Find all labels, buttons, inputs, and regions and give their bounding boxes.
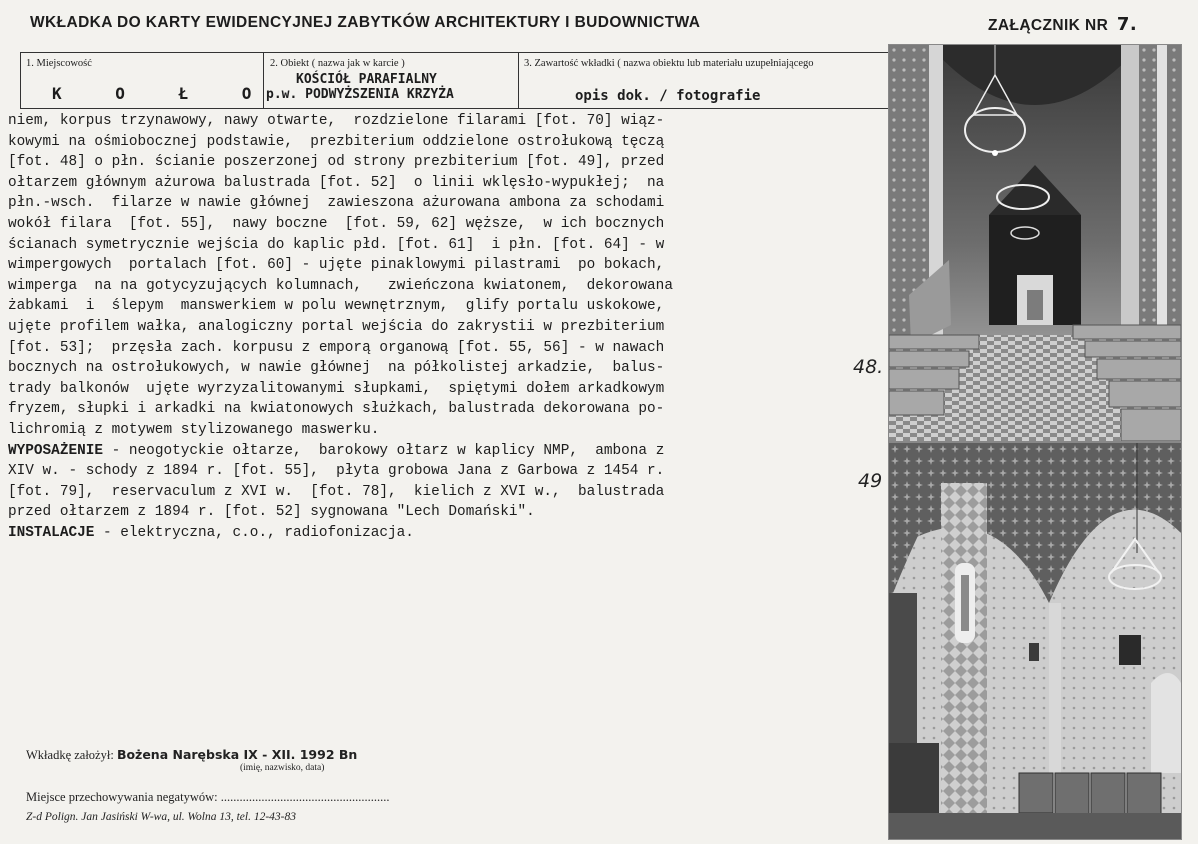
photo-number-48: 48. (853, 356, 884, 378)
body-line: fryzem, słupki i arkadki na kwiatonowych służkach, balustrada dekorowana po- (8, 401, 665, 418)
locality-value: K O Ł O (52, 84, 274, 103)
object-value-line1: KOŚCIÓŁ PARAFIALNY (296, 72, 437, 87)
cell-divider-2 (518, 52, 519, 108)
installations-heading: INSTALACJE (8, 524, 95, 541)
founder-signature: Bożena Narębska IX - XII. 1992 Bn (116, 747, 358, 762)
object-label: 2. Obiekt ( nazwa jak w karcie ) (270, 58, 405, 69)
body-line: niem, korpus trzynawowy, nawy otwarte, rozdzielone filarami [fot. 70] wiąz- (8, 113, 665, 129)
negatives-line (26, 790, 389, 805)
negatives-dots: ...................................................... (220, 790, 390, 804)
attachment-label: ZAŁĄCZNIK NR (988, 17, 1109, 34)
body-line: wimperga na na gotycyzujących kolumnach, zwieńczona kwiatonem, dekorowana (8, 277, 673, 294)
founder-label: Wkładkę założył: (26, 748, 114, 762)
equipment-heading: WYPOSAŻENIE (8, 442, 103, 459)
description-body (8, 111, 788, 543)
document-title: WKŁADKA DO KARTY EWIDENCYJNEJ ZABYTKÓW ARCHITEKTURY I BUDOWNICTWA (30, 14, 701, 31)
equipment-line: [fot. 79], reservaculum z XVI w. [fot. 78], kielich z XVI w., balustrada (8, 483, 665, 500)
photo-number-49: 49 (858, 470, 883, 492)
founder-line (26, 747, 357, 763)
left-border (20, 52, 21, 108)
object-value-line2: p.w. PODWYŻSZENIA KRZYŻA (266, 87, 454, 102)
attachment-number (988, 14, 1137, 35)
body-line: bocznych na ostrołukowych, w nawie głównej na półkolistej arkadzie, balus- (8, 360, 665, 377)
header-rule-top (20, 52, 890, 53)
nave-interior-image (889, 45, 1181, 441)
body-line: wimpergowych portalach [fot. 60] - ujęte pinaklowymi pilastrami po bokach, (8, 257, 665, 274)
body-line: płn.-wsch. filarze w nawie głównej zawieszona ażurowana ambona za schodami (8, 195, 665, 212)
contents-label: 3. Zawartość wkładki ( nazwa obiektu lub materiału uzupełniającego (524, 58, 814, 69)
negatives-label: Miejsce przechowywania negatywów: (26, 790, 218, 804)
body-line: żabkami i ślepym manswerkiem w polu wewnętrznym, glify portalu uskokowe, (8, 298, 665, 315)
equipment-text: - neogotyckie ołtarze, barokowy ołtarz w kaplicy NMP, ambona z (103, 442, 665, 459)
side-nave-image (889, 443, 1181, 839)
equipment-line: przed ołtarzem z 1894 r. [fot. 52] sygnowana "Lech Domański". (8, 504, 535, 521)
body-line: wokół filara [fot. 55], nawy boczne [fot. 59, 62] węższe, w ich bocznych (8, 215, 665, 232)
body-line: [fot. 53]; przęsła zach. korpusu z emporą organową [fot. 55, 56] - w nawach (8, 339, 665, 356)
locality-label: 1. Miejscowość (26, 58, 92, 69)
body-line: [fot. 48] o płn. ścianie poszerzonej od strony prezbiterium [fot. 49], przed (8, 154, 665, 171)
installations-text: - elektryczna, c.o., radiofonizacja. (94, 524, 414, 541)
installations-line (8, 523, 788, 544)
attachment-number-handwritten: 7. (1116, 14, 1138, 35)
body-line: ujęte profilem wałka, analogiczny portal wejścia do zakrystii w prezbiterium (8, 318, 665, 335)
body-line: ścianach symetrycznie wejścia do kaplic płd. [fot. 61] i płn. [fot. 64] - w (8, 236, 665, 253)
photo-side-nave (888, 442, 1182, 840)
body-line: lichromią z motywem stylizowanego maswerku. (8, 421, 380, 438)
body-line: trady balkonów ujęte wyrzyzalitowanymi słupkami, spiętymi dołem arkadkowym (8, 380, 665, 397)
contents-value: opis dok. / fotografie (575, 88, 761, 104)
equipment-line: XIV w. - schody z 1894 r. [fot. 55], płyta grobowa Jana z Garbowa z 1454 r. (8, 463, 665, 480)
photo-nave-interior (888, 44, 1182, 442)
printer-imprint: Z-d Polign. Jan Jasiński W-wa, ul. Wolna 13, tel. 12-43-83 (26, 811, 297, 823)
founder-caption: (imię, nazwisko, data) (240, 763, 325, 773)
header-rule-bottom (20, 108, 890, 109)
body-line: kowymi na ośmiobocznej podstawie, prezbiterium oddzielone ostrołukową tęczą (8, 133, 665, 150)
body-line: ołtarzem głównym ażurowa balustrada [fot. 52] o linii wklęsło-wypukłej; na (8, 174, 665, 191)
equipment-line (8, 441, 788, 462)
